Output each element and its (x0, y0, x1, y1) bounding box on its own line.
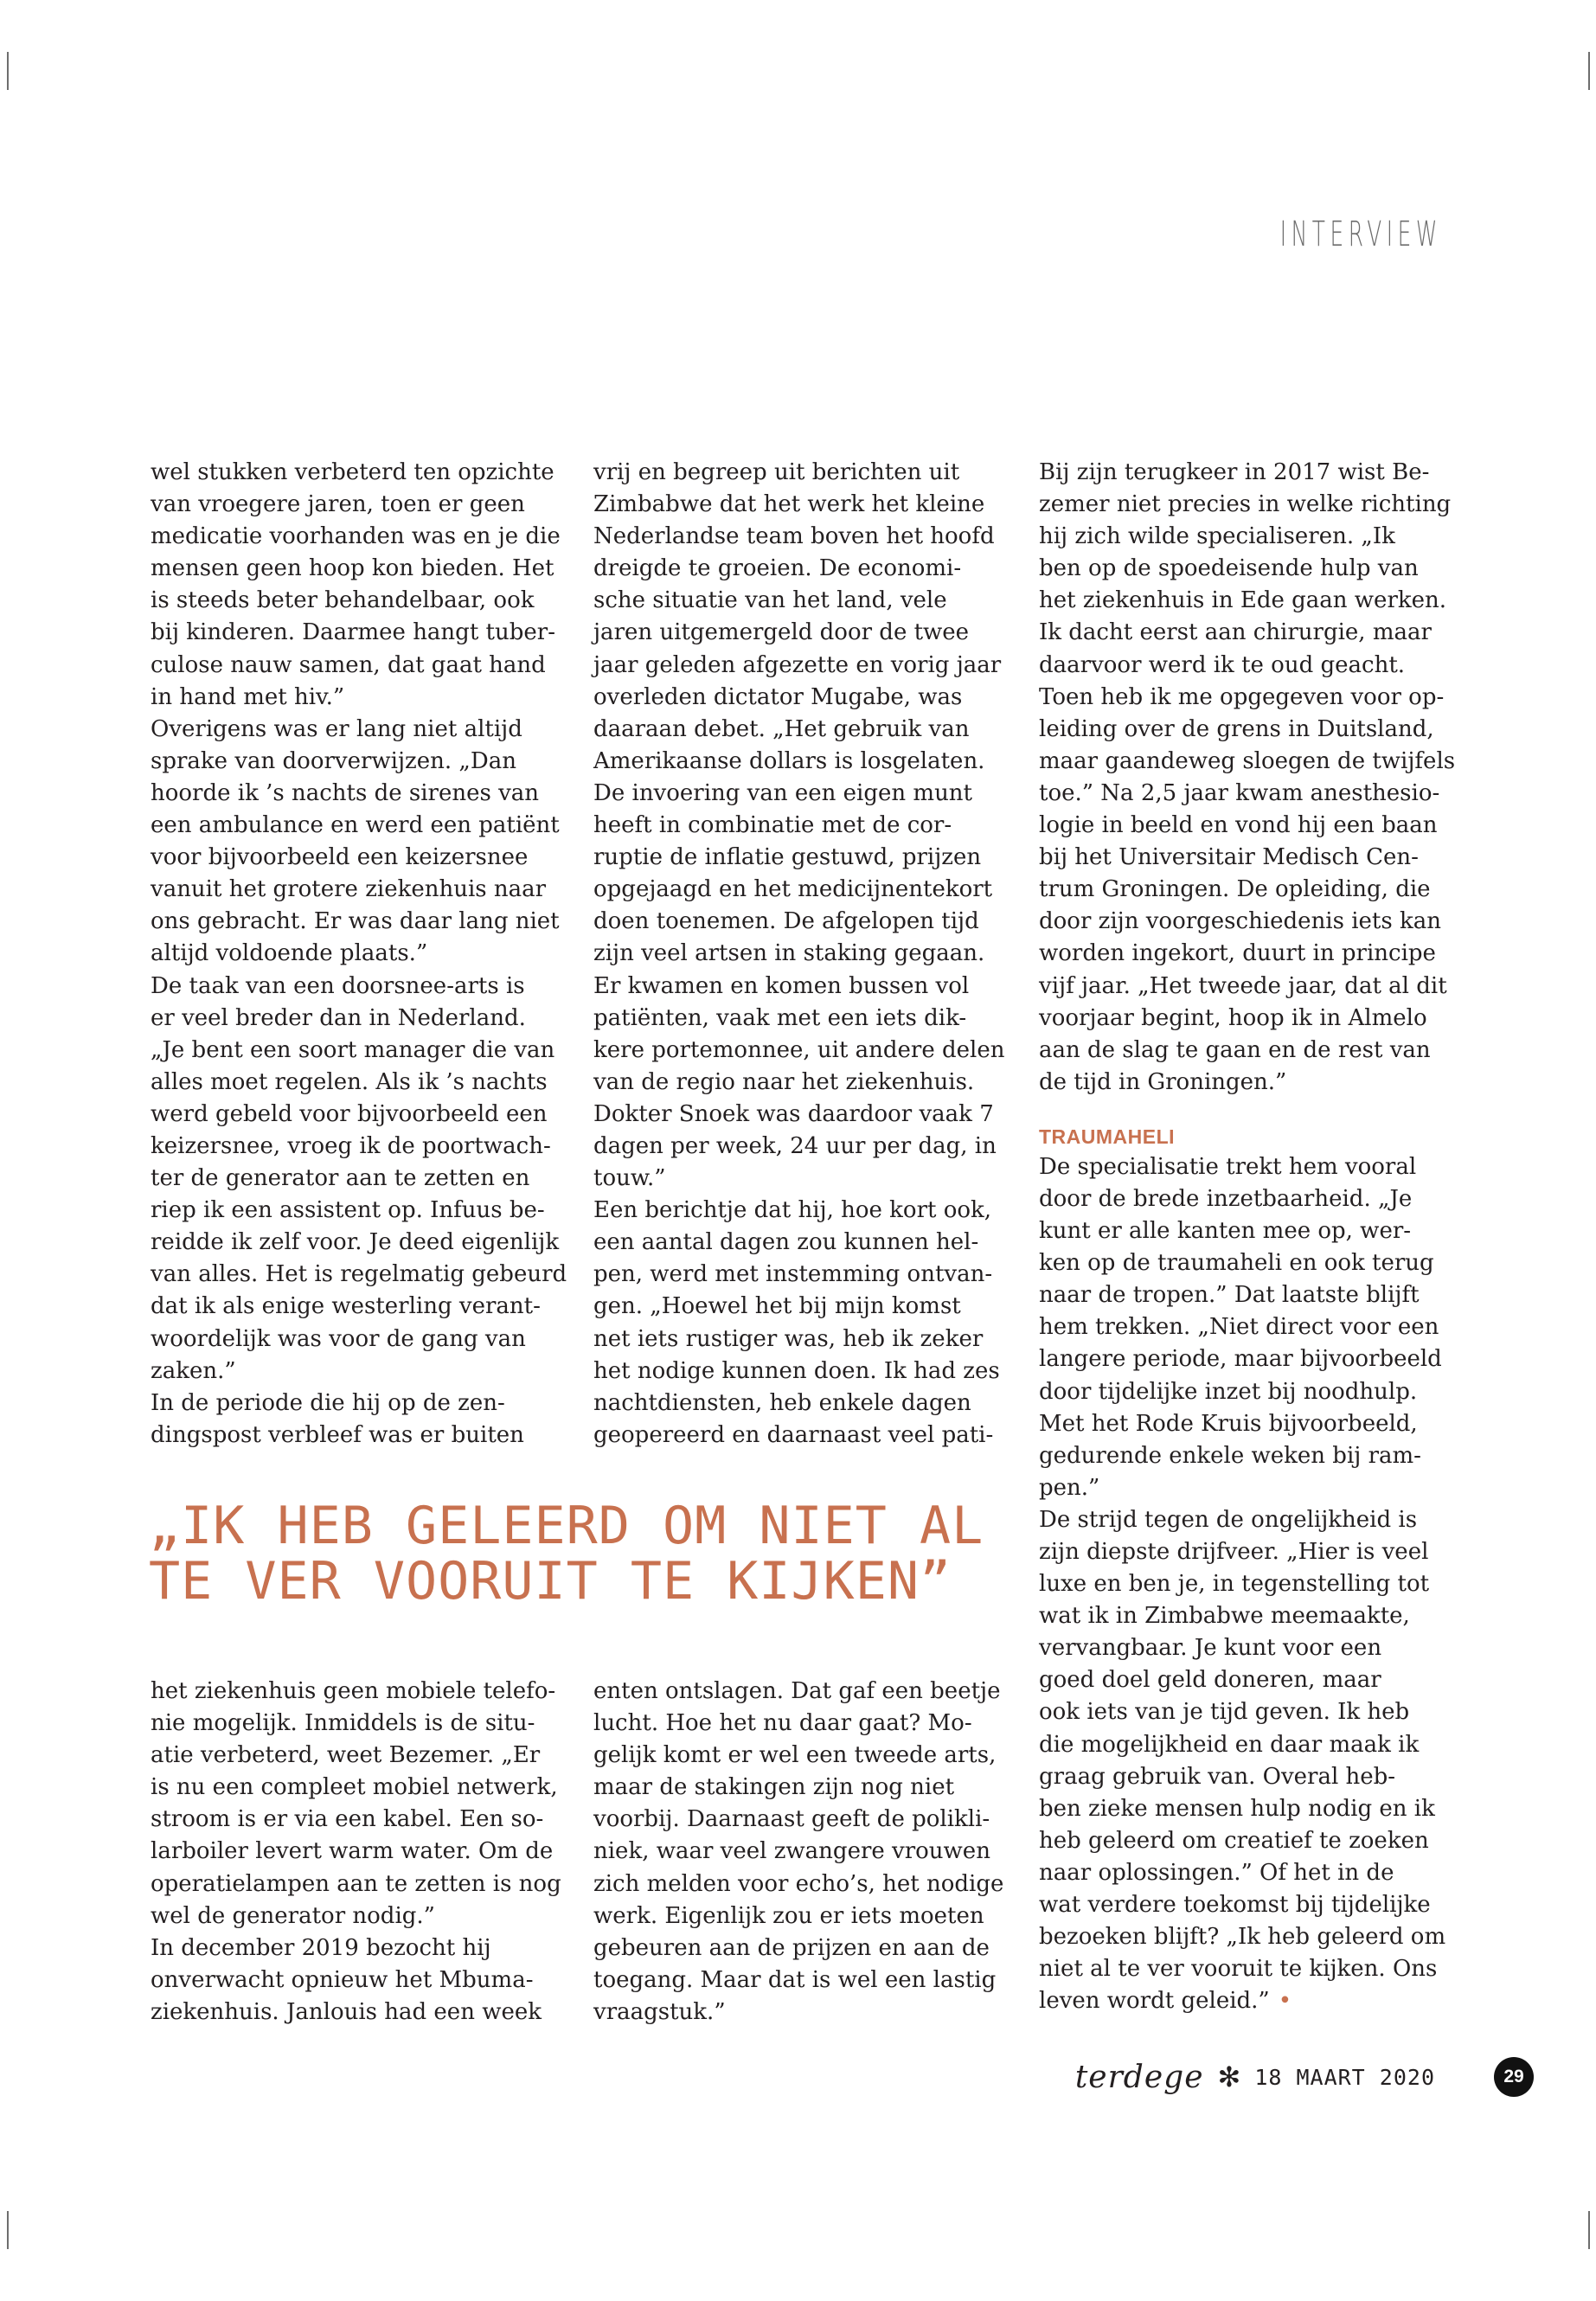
paragraph (1039, 1504, 1445, 2018)
text-line: in hand met hiv.” (151, 683, 345, 710)
text-line: De specialisatie trekt hem vooral (1039, 1153, 1417, 1180)
text-line: hij zich wilde specialiseren. „Ik (1039, 523, 1395, 550)
text-line: De taak van een doorsnee-arts is (151, 972, 525, 999)
text-line: sprake van doorverwijzen. „Dan (151, 747, 516, 774)
column-3 (1039, 457, 1456, 2017)
text-line: niek, waar veel zwangere vrouwen (593, 1838, 990, 1865)
text-line: niet al te ver vooruit te kijken. Ons (1039, 1956, 1438, 1983)
text-line: Dokter Snoek was daardoor vaak 7 (593, 1100, 994, 1127)
text-line: riep ik een assistent op. Infuus be- (151, 1197, 545, 1224)
text-line: leiding over de grens in Duitsland, (1039, 715, 1434, 742)
crop-mark-bottom-left (7, 2211, 9, 2249)
column-3-top (1039, 457, 1456, 1099)
text-line: ken op de traumaheli en ook terug (1039, 1250, 1434, 1277)
asterisk-icon: ✻ (1217, 2061, 1241, 2093)
text-line: bij kinderen. Daarmee hangt tuber- (151, 619, 555, 646)
text-line: In december 2019 bezocht hij (151, 1934, 491, 1961)
text-line: leven wordt geleid.” (1039, 1988, 1270, 2015)
column-3-after (1039, 1151, 1445, 2018)
text-line: vanuit het grotere ziekenhuis naar (151, 876, 547, 903)
text-line: een ambulance en werd een patiënt (151, 812, 560, 839)
text-line: is steeds beter behandelbaar, ook (151, 587, 535, 614)
text-line: pen.” (1039, 1474, 1100, 1501)
text-line: overleden dictator Mugabe, was (593, 683, 963, 710)
text-line: zemer niet precies in welke richting (1039, 491, 1452, 518)
text-line: touw.” (593, 1165, 666, 1192)
text-line: atie verbeterd, weet Bezemer. „Er (151, 1742, 541, 1769)
text-line: gen. „Hoewel het bij mijn komst (593, 1293, 961, 1320)
text-line: door tijdelijke inzet bij noodhulp. (1039, 1378, 1418, 1405)
text-line: langere periode, maar bijvoorbeeld (1039, 1346, 1442, 1373)
paragraph (151, 1388, 557, 1452)
text-line: een aantal dagen zou kunnen hel- (593, 1229, 979, 1256)
text-line: goed doel geld doneren, maar (1039, 1667, 1381, 1694)
text-line: pen, werd met instemming ontvan- (593, 1261, 993, 1288)
text-line: Nederlandse team boven het hoofd (593, 523, 995, 550)
text-line: worden ingekort, duurt in principe (1039, 940, 1436, 967)
text-line: vrij en begreep uit berichten uit (593, 459, 960, 485)
text-line: ons gebracht. Er was daar lang niet (151, 908, 560, 935)
text-line: enten ontslagen. Dat gaf een beetje (593, 1678, 1001, 1704)
text-line: doen toenemen. De afgelopen tijd (593, 908, 979, 935)
text-line: van vroegere jaren, toen er geen (151, 491, 525, 518)
text-line: Zimbabwe dat het werk het kleine (593, 491, 985, 518)
text-line: De invoering van een eigen munt (593, 779, 973, 806)
text-line: van alles. Het is regelmatig gebeurd (151, 1261, 567, 1288)
text-line: heeft in combinatie met de cor- (593, 812, 952, 839)
text-line: Bij zijn terugkeer in 2017 wist Be- (1039, 459, 1430, 485)
text-line: sche situatie van het land, vele (593, 587, 947, 614)
text-line: opgejaagd en het medicijnentekort (593, 876, 993, 903)
text-line: Er kwamen en komen bussen vol (593, 972, 970, 999)
text-line: lucht. Hoe het nu daar gaat? Mo- (593, 1710, 972, 1737)
text-line: werk. Eigenlijk zou er iets moeten (593, 1902, 984, 1929)
text-line: net iets rustiger was, heb ik zeker (593, 1325, 984, 1352)
text-line: daarvoor werd ik te oud geacht. (1039, 651, 1406, 678)
paragraph (593, 1195, 1000, 1452)
section-label: INTERVIEW (1279, 215, 1442, 254)
text-line: gebeuren aan de prijzen en aan de (593, 1934, 990, 1961)
text-line: daaraan debet. „Het gebruik van (593, 715, 970, 742)
text-line: voorbij. Daarnaast geeft de polikli- (593, 1806, 990, 1833)
text-line: patiënten, vaak met een iets dik- (593, 1004, 967, 1031)
text-line: zijn diepste drijfveer. „Hier is veel (1039, 1539, 1429, 1565)
text-line: jaar geleden afgezette en vorig jaar (593, 651, 1002, 678)
text-line: het nodige kunnen doen. Ik had zes (593, 1357, 1000, 1384)
text-line: maar de stakingen zijn nog niet (593, 1774, 955, 1801)
text-line: door de brede inzetbaarheid. „Je (1039, 1185, 1413, 1212)
text-line: kere portemonnee, uit andere delen (593, 1036, 1005, 1063)
text-line: bij het Universitair Medisch Cen- (1039, 844, 1419, 871)
paragraph (593, 457, 1005, 1195)
text-line: ruptie de inflatie gestuwd, prijzen (593, 844, 982, 871)
text-line: kunt er alle kanten mee op, wer- (1039, 1218, 1412, 1245)
text-line: voorjaar begint, hoop ik in Almelo (1039, 1004, 1427, 1031)
text-line: ziekenhuis. Janlouis had een week (151, 1998, 542, 2025)
text-line: de tijd in Groningen.” (1039, 1068, 1287, 1095)
text-line: gelijk komt er wel een tweede arts, (593, 1742, 997, 1769)
text-line: Toen heb ik me opgegeven voor op- (1039, 683, 1445, 710)
text-line: wat verdere toekomst bij tijdelijke (1039, 1892, 1431, 1919)
text-line: zich melden voor echo’s, het nodige (593, 1870, 1004, 1897)
crop-mark-bottom-right (1588, 2211, 1590, 2249)
text-line: ter de generator aan te zetten en (151, 1165, 530, 1192)
text-line: keizersnee, vroeg ik de poortwach- (151, 1132, 551, 1159)
text-line: „Je bent een soort manager die van (151, 1036, 555, 1063)
paragraph (593, 1676, 1004, 2029)
text-line: medicatie voorhanden was en je die (151, 523, 561, 550)
text-line: jaren uitgemergeld door de twee (593, 619, 970, 646)
text-line: dagen per week, 24 uur per dag, in (593, 1132, 997, 1159)
text-line: zaken.” (151, 1357, 236, 1384)
issue-date: 18 MAART 2020 (1254, 2064, 1435, 2090)
text-line: reidde ik zelf voor. Je deed eigenlijk (151, 1229, 560, 1256)
text-line: het ziekenhuis in Ede gaan werken. (1039, 587, 1447, 614)
text-line: ben op de spoedeisende hulp van (1039, 555, 1419, 582)
paragraph (151, 1932, 557, 2029)
text-line: hoorde ik ’s nachts de sirenes van (151, 779, 540, 806)
text-line: onverwacht opnieuw het Mbuma- (151, 1966, 534, 1993)
paragraph (1039, 457, 1456, 1099)
page-number: 29 (1494, 2057, 1534, 2097)
text-line: het ziekenhuis geen mobiele telefo- (151, 1678, 556, 1704)
text-line: dingspost verbleef was er buiten (151, 1421, 524, 1448)
text-line: Met het Rode Kruis bijvoorbeeld, (1039, 1410, 1418, 1437)
text-line: operatielampen aan te zetten is nog (151, 1870, 561, 1897)
text-line: luxe en ben je, in tegenstelling tot (1039, 1571, 1430, 1598)
column-2-bottom (593, 1676, 1004, 2029)
text-line: geopereerd en daarnaast veel pati- (593, 1421, 994, 1448)
pull-quote-line-2: TE VER VOORUIT TE KIJKEN” (149, 1551, 952, 1612)
paragraph (151, 971, 567, 1388)
text-line: van de regio naar het ziekenhuis. (593, 1068, 975, 1095)
column-2-top (593, 457, 1005, 1452)
text-line: heb geleerd om creatief te zoeken (1039, 1827, 1429, 1854)
text-line: door zijn voorgeschiedenis iets kan (1039, 908, 1441, 935)
paragraph (151, 714, 560, 971)
text-line: werd gebeld voor bijvoorbeeld een (151, 1100, 548, 1127)
text-line: mensen geen hoop kon bieden. Het (151, 555, 554, 582)
pull-quote-line-1: „IK HEB GELEERD OM NIET AL (149, 1496, 984, 1556)
end-mark-icon: • (1278, 1988, 1292, 2015)
text-line: Ik dacht eerst aan chirurgie, maar (1039, 619, 1432, 646)
magazine-logo: terdege (1074, 2059, 1204, 2095)
text-line: toe.” Na 2,5 jaar kwam anesthesio- (1039, 779, 1440, 806)
paragraph (151, 1676, 561, 1932)
text-line: naar oplossingen.” Of het in de (1039, 1859, 1394, 1886)
text-line: vijf jaar. „Het tweede jaar, dat al dit (1039, 972, 1447, 999)
text-line: nie mogelijk. Inmiddels is de situ- (151, 1710, 535, 1737)
text-line: In de periode die hij op de zen- (151, 1389, 505, 1416)
paragraph (1039, 1151, 1445, 1504)
text-line: maar gaandeweg sloegen de twijfels (1039, 747, 1456, 774)
text-line: bezoeken blijft? „Ik heb geleerd om (1039, 1924, 1446, 1951)
text-line: voor bijvoorbeeld een keizersnee (151, 844, 529, 871)
text-line: die mogelijkheid en daar maak ik (1039, 1731, 1420, 1758)
crop-mark-top-right (1588, 52, 1590, 90)
text-line: wat ik in Zimbabwe meemaakte, (1039, 1603, 1410, 1630)
text-line: stroom is er via een kabel. Een so- (151, 1806, 544, 1833)
text-line: larboiler levert warm water. Om de (151, 1838, 554, 1865)
column-1-bottom (151, 1676, 561, 2029)
text-line: ook iets van je tijd geven. Ik heb (1039, 1699, 1410, 1726)
text-line: wel stukken verbeterd ten opzichte (151, 459, 554, 485)
text-line: logie in beeld en vond hij een baan (1039, 812, 1438, 839)
text-line: hem trekken. „Niet direct voor een (1039, 1314, 1439, 1341)
text-line: Overigens was er lang niet altijd (151, 715, 522, 742)
subheading-traumaheli: TRAUMAHELI (1039, 1125, 1176, 1148)
text-line: naar de tropen.” Dat laatste blijft (1039, 1282, 1420, 1309)
text-line: wel de generator nodig.” (151, 1902, 435, 1929)
text-line: is nu een compleet mobiel netwerk, (151, 1774, 558, 1801)
text-line: vraagstuk.” (593, 1998, 726, 2025)
text-line: graag gebruik van. Overal heb- (1039, 1763, 1396, 1790)
text-line: zijn veel artsen in staking gegaan. (593, 940, 985, 967)
text-line: trum Groningen. De opleiding, die (1039, 876, 1431, 903)
text-line: Een berichtje dat hij, hoe kort ook, (593, 1197, 992, 1224)
text-line: er veel breder dan in Nederland. (151, 1004, 526, 1031)
text-line: ben zieke mensen hulp nodig en ik (1039, 1795, 1435, 1822)
page-footer (1075, 2057, 1435, 2097)
text-line: toegang. Maar dat is wel een lastig (593, 1966, 997, 1993)
text-line: alles moet regelen. Als ik ’s nachts (151, 1068, 548, 1095)
pull-quote (149, 1496, 1014, 1612)
text-line: culose nauw samen, dat gaat hand (151, 651, 546, 678)
text-line: vervangbaar. Je kunt voor een (1039, 1635, 1382, 1662)
text-line: gedurende enkele weken bij ram- (1039, 1442, 1421, 1469)
column-1-top (151, 457, 567, 1452)
text-line: nachtdiensten, heb enkele dagen (593, 1389, 971, 1416)
crop-mark-top-left (7, 52, 9, 90)
text-line: aan de slag te gaan en de rest van (1039, 1036, 1431, 1063)
text-line: altijd voldoende plaats.” (151, 940, 428, 967)
paragraph (151, 457, 561, 714)
text-line: dat ik als enige westerling verant- (151, 1293, 541, 1320)
text-line: De strijd tegen de ongelijkheid is (1039, 1506, 1418, 1533)
text-line: woordelijk was voor de gang van (151, 1325, 526, 1352)
text-line: dreigde te groeien. De economi- (593, 555, 962, 582)
text-line: Amerikaanse dollars is losgelaten. (593, 747, 985, 774)
